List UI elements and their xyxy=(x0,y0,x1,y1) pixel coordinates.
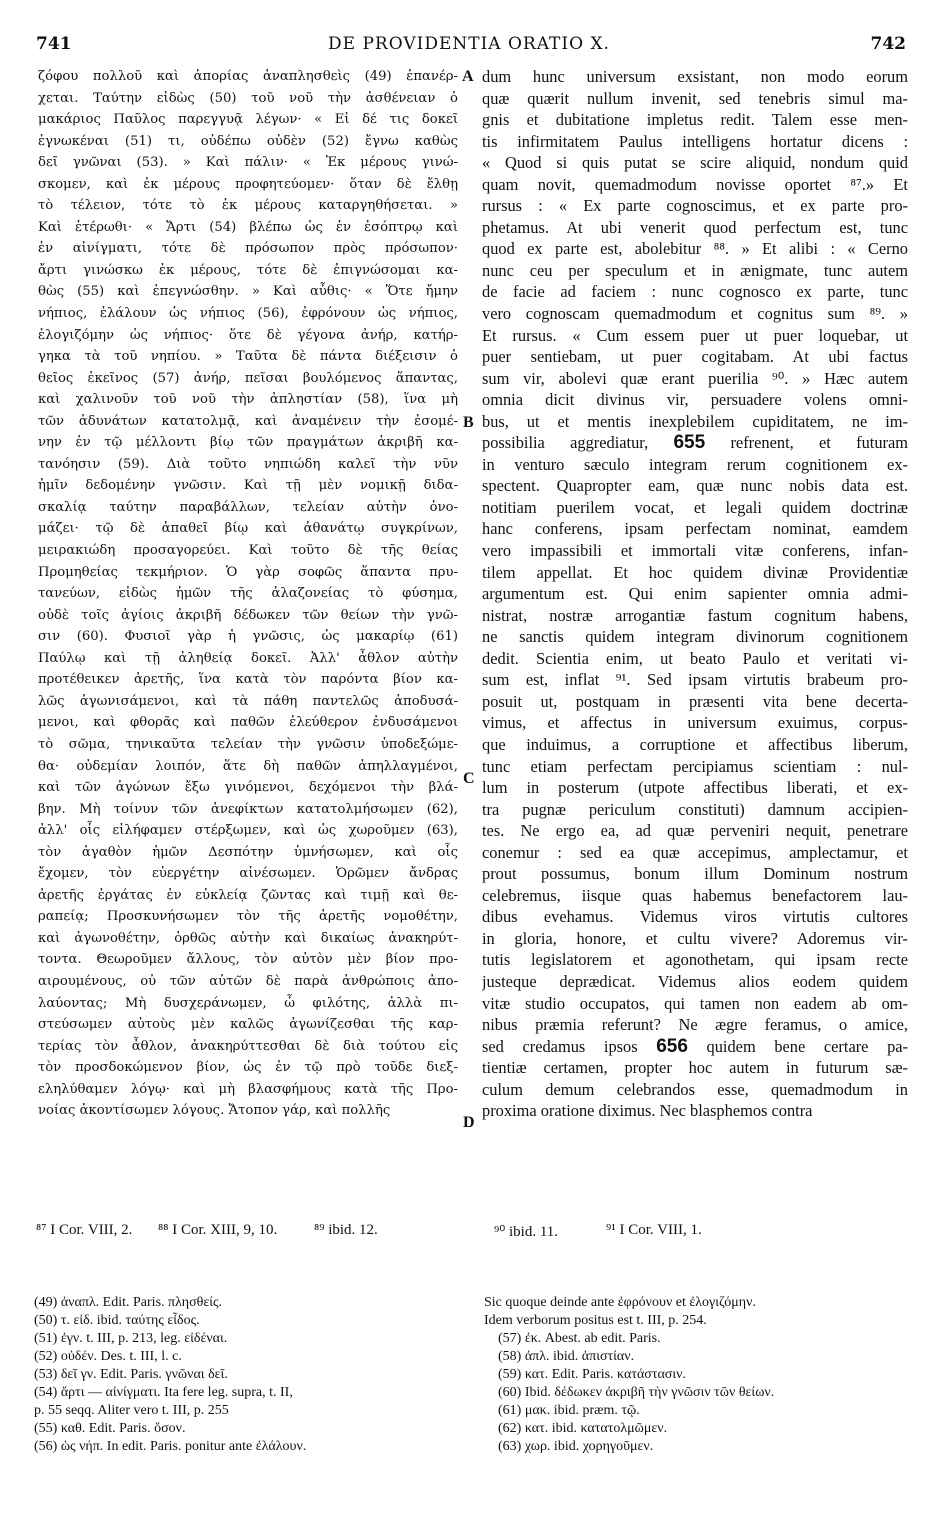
variant-reading: (59) κατ. Edit. Paris. κατάστασιν. xyxy=(498,1367,686,1382)
latin-text-line: justeque deprædicat. Videmus alios eodem quidem xyxy=(482,971,908,991)
latin-text-line: spectent. Quapropter eam, quæ nunc nobis data est. xyxy=(482,476,908,496)
margin-marker-d: D xyxy=(463,1114,475,1131)
latin-text-line: ne sanctis quidem integram divinorum cognitionem xyxy=(482,627,908,647)
greek-text-line: τὸν προσδοκώμενον βίον, ὡς ἐν τῷ πρὸ τοῦδε διεξ- xyxy=(38,1060,458,1076)
greek-text-line: δεῖ γνῶναι (53). » Καὶ πάλιν· « Ἐκ μέρους γινώ- xyxy=(38,155,458,171)
greek-text-line: καὶ χαλινοῦν τοῦ νοῦ τὴν ἀπληστίαν (58), ἵνα μὴ xyxy=(38,392,458,408)
latin-text-line: gnis et dubitatione impletus redit. Talem esse men- xyxy=(482,110,908,130)
greek-text-line: τανόησιν (59). Διὰ τοῦτο νηπιώδη καλεῖ τὴν νῦν xyxy=(38,456,458,472)
latin-text-line: prout possumus, bonum illum Dominum nostrum xyxy=(482,864,908,884)
greek-text-line: ἄρτι γινώσκω ἐκ μέρους, τότε δὲ ἐπιγνώσομαι κα- xyxy=(38,262,458,278)
latin-text-line: dedit. Scientia enim, ut beato Paulo et veritati vi- xyxy=(482,648,908,668)
greek-text-line: τὸν ἀγαθὸν ἡμῶν Δεσπότην ὑμνήσωμεν, καὶ οἷς xyxy=(38,844,458,860)
margin-marker-c: C xyxy=(463,770,475,787)
latin-text-line: que induimus, a corruptione et affectibus liberum, xyxy=(482,734,908,754)
variant-reading: (56) ὡς νήπ. In edit. Paris. ponitur ante ἐλάλουν. xyxy=(34,1439,307,1454)
latin-text-line: phetamus. At ubi venerit quod perfectum est, tunc xyxy=(482,217,908,237)
greek-text-line: σκομεν, καὶ ἐκ μέρους προφητεύομεν· ὅταν δὲ ἔλθῃ xyxy=(38,176,458,192)
greek-text-line: αιρουμένους, οὐ τῶν αὐτῶν δὲ παρὰ ἀνθρώποις ἀπο- xyxy=(38,973,458,989)
greek-text-line: νήπιος, ἐλάλουν ὡς νήπιος (56), ἐφρόνουν ὡς νήπιος, xyxy=(38,306,458,322)
greek-text-line: θεῖος ἐκεῖνος (57) ἀνήρ, πεῖσαι βουλόμενος ἅπαντας, xyxy=(38,370,458,386)
variant-reading: (63) χωρ. ibid. χορηγοῦμεν. xyxy=(498,1439,654,1454)
greek-text-line: ραπείᾳ; Προσκυνήσωμεν τὸν τῆς ἀρετῆς νομοθέτην, xyxy=(38,909,458,925)
latin-text-line: dum hunc universum exsistant, non modo eorum xyxy=(482,67,908,86)
scripture-footnotes xyxy=(36,1222,908,1242)
variant-reading: p. 55 seqq. Aliter vero t. III, p. 255 xyxy=(34,1403,229,1418)
footnote-88: ⁸⁸ I Cor. XIII, 9, 10. xyxy=(158,1222,278,1238)
greek-text-line: Προμηθείας τεκμήριον. Ὁ γὰρ σοφῶς ἅπαντα πρυ- xyxy=(38,564,458,580)
latin-text-line: sum vir, abolevi quæ erant puerilia ⁹⁰. » Hæc autem xyxy=(482,368,908,388)
greek-text-line: ἐλογιζόμην ὡς νήπιος· ὅτε δὲ γέγονα ἀνήρ, κατήρ- xyxy=(38,327,458,343)
latin-text-line: hanc conferens, ipsam perfectam nominat, eamdem xyxy=(482,519,908,539)
greek-text-line: νην ἐν τῷ μέλλοντι βίῳ τῶν πραγμάτων ἀκριβῆ κα- xyxy=(38,435,458,451)
latin-text-line: sed credamus ipsos 656 quidem bene certare pa- xyxy=(482,1035,908,1057)
margin-marker-b: B xyxy=(463,414,474,431)
greek-text-line: μακάριος Παῦλος παρεγγυᾷ λέγων· « Εἰ δέ τις δοκεῖ xyxy=(38,112,458,128)
latin-text-line: quam novit, quemadmodum novisse oportet ⁸⁷.» Et xyxy=(482,174,908,194)
greek-text-line: προτέθεικεν ἀρετῆς, ἵνα κατὰ τὸν παρόντα βίον κα- xyxy=(38,672,458,688)
variant-reading: (57) ἐκ. Abest. ab edit. Paris. xyxy=(498,1331,661,1346)
latin-text-line: notitiam puerilem vocat, et legali quidem doctrinæ xyxy=(482,497,908,517)
column-number: 656 xyxy=(656,1035,688,1057)
latin-text-line: conemur : sed ea quæ accepimus, amplectamur, et xyxy=(482,842,908,862)
latin-text-line: in venturo sæculo integram rerum cognitionem ex- xyxy=(482,454,908,474)
latin-text-line: bus, ut et mentis inexplebilem cupiditatem, ne im- xyxy=(482,411,908,431)
greek-text-line: χεται. Ταύτην εἰδὼς (50) τοῦ νοῦ τὴν ἀσθένειαν ὁ xyxy=(38,90,458,106)
column-number: 655 xyxy=(673,432,706,454)
latin-text-line: quod ex parte est, abolebitur ⁸⁸. » Et alibi : « Cerno xyxy=(482,239,908,259)
variant-reading: Idem verborum positus est t. III, p. 254. xyxy=(484,1313,707,1328)
page-number-right: 742 xyxy=(870,34,906,54)
greek-text-line: λαύοντας; Μὴ δυσχεράνωμεν, ὦ φιλότης, ἀλλὰ πι- xyxy=(38,995,458,1011)
greek-text-line: οὐδὲ τοῖς ἁγίοις ἀκριβῆ δέδωκεν τῶν θείων τὴν γνῶ- xyxy=(38,607,458,623)
latin-text-line: Et rursus. « Cum essem puer ut puer loquebar, ut xyxy=(482,325,908,345)
latin-text-line: tra pugnæ periculum constituti) damnum accipien- xyxy=(482,799,908,819)
latin-text-line: lum in posterum (utpote affectibus liberati, et ex- xyxy=(482,778,908,798)
latin-text-line: quæ quærit nullum invenit, sed tenebris simul ma- xyxy=(482,88,908,108)
latin-text-line: tunc etiam perfectam percipiamus scientiam : nul- xyxy=(482,756,908,776)
greek-text-line: βην. Μὴ τοίνυν τῶν ἀνεφίκτων κατατολμήσωμεν (62), xyxy=(38,801,458,817)
variant-reading: (55) καθ. Edit. Paris. ὅσον. xyxy=(34,1421,186,1436)
greek-text-line: Παύλῳ καὶ τῇ ἀληθείᾳ δοκεῖ. Ἀλλ' ἆθλον αὐτὴν xyxy=(38,650,458,666)
page-number-left: 741 xyxy=(36,34,72,54)
variant-reading: (49) ἀναπλ. Edit. Paris. πλησθείς. xyxy=(34,1295,223,1310)
greek-text-line: νοίας ἀκοντίσωμεν λόγους. Ἄτοπον γάρ, καὶ πολλῆς xyxy=(38,1103,391,1119)
greek-text-line: θα· οὐδεμίαν λοιπόν, ἅτε δὴ παθῶν ἀπηλλαγμένοι, xyxy=(38,758,458,774)
variant-reading: (53) δεῖ γν. Edit. Paris. γνῶναι δεῖ. xyxy=(34,1367,228,1382)
greek-text-line: τοντα. Θεωροῦμεν ἄλλους, τὸν αὐτὸν μὲν βίον προ- xyxy=(38,952,458,968)
greek-text-line: εληλύθαμεν λόγῳ· καὶ μὴ βλασφήμους κατὰ τῆς Προ- xyxy=(38,1081,458,1097)
greek-column xyxy=(38,66,458,1122)
latin-text-line: sum est, inflat ⁹¹. Sed ipsam virtutis brabeum pro- xyxy=(482,670,908,690)
latin-text-line: argumentum est. Qui enim sapienter omnia admi- xyxy=(482,584,908,604)
greek-text-line: ἔχομεν, τὸν εὐεργέτην αἰνέσωμεν. Ὁρῶμεν ἄνδρας xyxy=(38,866,458,882)
greek-text-line: σκαλίᾳ ταύτην παραβάλλων, τελείαν αὐτὴν ὀνο- xyxy=(38,499,458,515)
greek-text-line: ζόφου πολλοῦ καὶ ἀπορίας ἀναπλησθεὶς (49) ἐπανέρ- xyxy=(38,69,458,84)
latin-text-line: in gloria, honore, et cultu vivere? Adoremus vir- xyxy=(482,928,908,948)
greek-text-line: μάζει· τῷ δὲ ἀπαθεῖ βίῳ καὶ ἀθανάτῳ συγκρίνων, xyxy=(38,521,458,537)
running-title: DE PROVIDENTIA ORATIO X. xyxy=(328,34,610,54)
latin-text-line: omnia dicit divinus vir, persuadere volens omni- xyxy=(482,390,908,410)
greek-text-line: ἐν αἰνίγματι, τότε δὲ πρόσωπον πρὸς πρόσωπον· xyxy=(38,241,458,257)
latin-text-line: nistrat, nostræ arrogantiæ fastum cognitum habens, xyxy=(482,605,908,625)
greek-text-line: γηκα τὰ τοῦ νηπίου. » Ταῦτα δὲ πάντα διέξεισιν ὁ xyxy=(38,349,458,365)
greek-text-line: ἀλλ' οἷς εἰλήφαμεν στέρξωμεν, καὶ ὡς χωροῦμεν (63), xyxy=(38,823,458,839)
variant-reading: (58) ἀπλ. ibid. ἀπιστίαν. xyxy=(498,1349,635,1364)
latin-text-line: rursus : « Ex parte cognoscimus, et ex parte pro- xyxy=(482,196,908,216)
variant-reading: (54) ἄρτι — αἰνίγματι. Ita fere leg. supra, t. II, xyxy=(34,1385,293,1400)
latin-text-line: tientiæ certamen, propter hoc autem in futurum sæ- xyxy=(482,1058,908,1078)
greek-text-line: ἡμῖν δεδομένην γνῶσιν. Καὶ τῇ μὲν νομικῇ διδα- xyxy=(38,478,458,494)
margin-marker-a: A xyxy=(462,68,474,85)
latin-text-line: puer sentiebam, ut puer cogitabam. At ubi factus xyxy=(482,347,908,367)
variant-reading: Sic quoque deinde ante ἐφρόνουν et ἐλογιζόμην. xyxy=(484,1295,756,1310)
latin-text-line: tes. Ne ergo ea, ad quæ perveniri nequit, penetrare xyxy=(482,821,908,841)
greek-text-line: Καὶ ἑτέρωθι· « Ἄρτι (54) βλέπω ὡς ἐν ἐσόπτρῳ καὶ xyxy=(38,219,458,235)
latin-text-line: vero cognoscam quemadmodum et cognitus sum ⁸⁹. » xyxy=(482,304,908,324)
greek-text-line: μειρακιώδη προσαγορεύει. Καὶ τοῦτο δὲ τῆς θείας xyxy=(38,543,458,559)
latin-text-line: culum demum celebrandos esse, quemadmodum in xyxy=(482,1079,908,1099)
greek-text-line: σιν (60). Φυσιοῖ γὰρ ἡ γνῶσις, ὡς μακαρίῳ (61) xyxy=(38,629,458,645)
latin-text-line: de facie ad faciem : nunc cognosco ex parte, tunc xyxy=(482,282,908,302)
greek-text-line: στεύσωμεν αὐτοὺς μὲν καλῶς ἀγωνίζεσθαι τῆς καρ- xyxy=(38,1017,458,1033)
variant-readings-left xyxy=(34,1294,474,1456)
latin-text-line: nunc ceu per speculum et in ænigmate, tunc autem xyxy=(482,260,908,280)
greek-text-line: τερίας τὸν ἆθλον, ἀνακηρύττεσθαι δὲ διὰ τούτου εἰς xyxy=(38,1038,458,1054)
footnote-90: ⁹⁰ ibid. 11. xyxy=(494,1224,559,1240)
greek-text-line: λῶς ἀγωνισάμενοι, καὶ τὰ πάθη παντελῶς ἀποδυσά- xyxy=(38,693,458,709)
footnote-87: ⁸⁷ I Cor. VIII, 2. xyxy=(36,1222,133,1238)
variant-reading: (61) μακ. ibid. præm. τῷ. xyxy=(498,1403,640,1418)
latin-text-line: dibus evehamus. Videmus viros virtutis cultores xyxy=(482,907,908,927)
latin-text-line: celebremus, iisque quas habemus benefactorem lau- xyxy=(482,885,908,905)
latin-text-line: tis infirmitatem Paulus intelligens hortatur dicens : xyxy=(482,131,908,151)
latin-text-line: vero impassibili et immortali vitæ conferens, infan- xyxy=(482,541,908,561)
variant-reading: (51) ἐγν. t. III, p. 213, leg. εἰδέναι. xyxy=(34,1331,228,1346)
greek-text-line: καὶ τῶν ἀγώνων ἔξω γινόμενοι, δεχόμενοι τὴν βλά- xyxy=(38,780,458,796)
greek-text-line: τὸ τέλειον, τότε τὸ ἐκ μέρους καταργηθήσεται. » xyxy=(38,198,458,214)
variant-reading: (60) Ibid. δέδωκεν ἀκριβῆ τὴν γνῶσιν τῶν θείων. xyxy=(498,1385,775,1400)
latin-text-line: tilem appellat. Et hoc quidem divinæ Providentiæ xyxy=(482,562,908,582)
greek-text-line: ἀρετῆς ἐργάτας ἐν εὐκλείᾳ ζῶντας καὶ τιμῇ καὶ θε- xyxy=(38,887,458,903)
greek-text-line: τῶν ἀδυνάτων κατατολμᾷ, καὶ ἀναμένειν τὴν ἐσομέ- xyxy=(38,413,458,429)
latin-text-line: vimus, et affectus in universum exuimus, corpus- xyxy=(482,713,908,733)
greek-text-line: ἐγνωκέναι (51) τι, οὐδέπω οὐδὲν (52) ἔγνω καθὼς xyxy=(38,133,458,149)
running-header xyxy=(30,34,908,60)
latin-text-line: proxima oratione diximus. Nec blasphemos contra xyxy=(482,1101,813,1121)
latin-text-line: vitæ studio occupatos, qui tamen non eadem ab om- xyxy=(482,993,908,1013)
greek-text-line: θὼς (55) καὶ ἐπεγνώσθην. » Καὶ αὖθις· « Ὅτε ἤμην xyxy=(38,284,458,300)
variant-reading: (62) κατ. ibid. κατατολμῶμεν. xyxy=(498,1421,668,1436)
latin-text-line: tutis legislatorem et agonothetam, qui ipsam recte xyxy=(482,950,908,970)
latin-column xyxy=(482,66,908,1122)
variant-reading: (50) τ. εἰδ. ibid. ταύτης εἶδος. xyxy=(34,1313,200,1328)
latin-text-line: « Quod si quis putat se scire aliquid, nondum quid xyxy=(482,153,908,173)
variant-readings-right xyxy=(484,1294,908,1456)
latin-text-line: nibus præmia referunt? Ne ægre feramus, o amice, xyxy=(482,1015,908,1035)
greek-text-line: καὶ ἀγωνοθέτην, ὀρθῶς αὐτὴν καὶ δικαίως ἀνακηρύτ- xyxy=(38,930,458,946)
latin-text-line: possibilia aggrediatur, 655 refrenent, et futuram xyxy=(482,432,908,454)
greek-text-line: μενοι, καὶ φθορᾶς καὶ παθῶν ἐλεύθερον ἐνδυσάμενοι xyxy=(38,715,458,731)
footnote-91: ⁹¹ I Cor. VIII, 1. xyxy=(606,1222,702,1238)
variant-reading: (52) οὐδέν. Des. t. III, l. c. xyxy=(34,1349,182,1364)
greek-text-line: τανεύων, εἰδὼς ἡμῶν τῆς ἀλαζονείας τὸ φύσημα, xyxy=(38,586,458,602)
latin-text-line: posuit ut, postquam in præsenti vita bene decerta- xyxy=(482,691,908,711)
footnote-89: ⁸⁹ ibid. 12. xyxy=(314,1222,378,1238)
greek-text-line: τὸ σῶμα, τηνικαῦτα τελείαν τὴν γνῶσιν ὑποδεξώμε- xyxy=(38,736,458,752)
